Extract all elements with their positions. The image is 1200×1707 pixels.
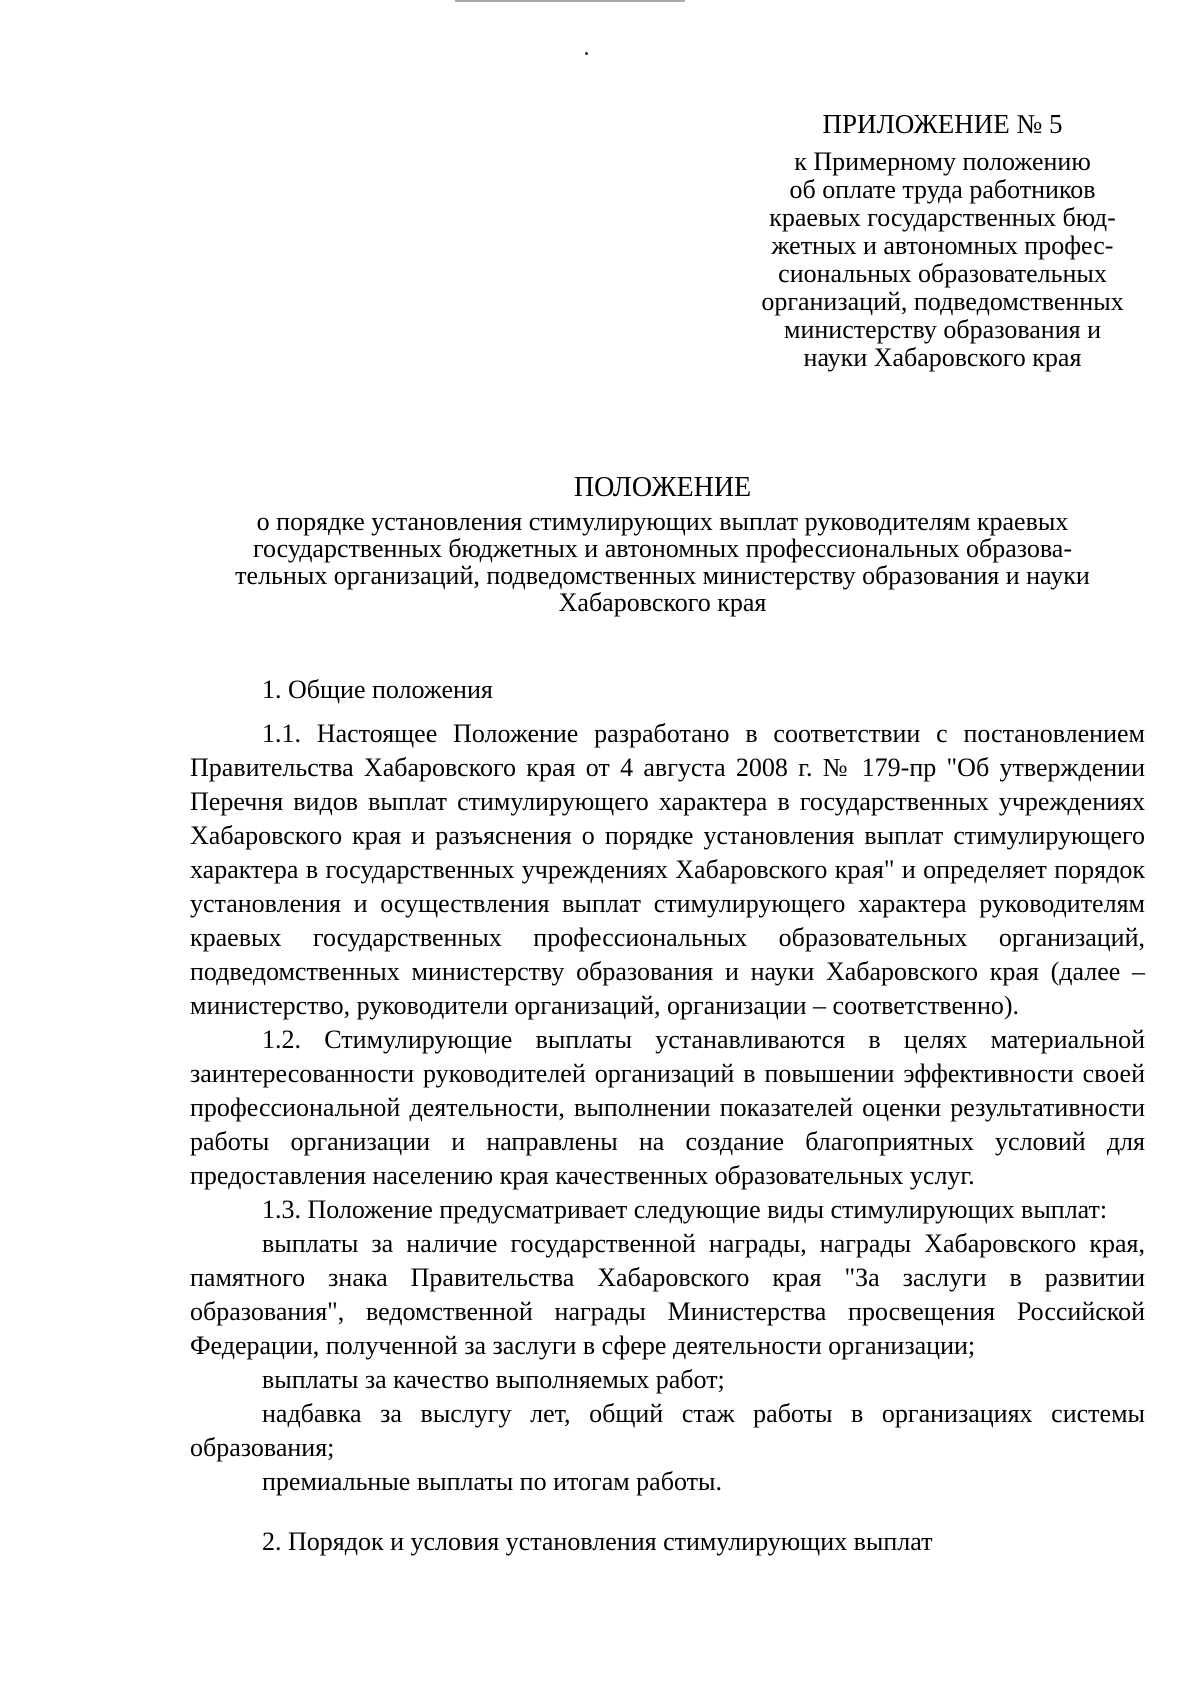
section-heading-2: 2. Порядок и условия установления стимулирующих выплат: [262, 1527, 933, 1556]
annex-title: ПРИЛОЖЕНИЕ № 5: [822, 109, 1063, 139]
scan-artifact-dot: [585, 52, 588, 55]
list-item-seniority-bonus: надбавка за выслугу лет, общий стаж работы в организациях системы образования;: [190, 1399, 1145, 1462]
list-item-quality-payments: выплаты за качество выполняемых работ;: [262, 1365, 725, 1394]
document-body: [190, 673, 1145, 1569]
list-item-bonus-payments: премиальные выплаты по итогам работы.: [262, 1467, 722, 1496]
list-item-award-payments: выплаты за наличие государственной награды, награды Хабаровского края, памятного знака Правительства Хабаровского края "За заслуги в развитии образования", ведомственной награды Министерства просвещения Российской Федерации, полученной за заслуги в сфере деятельности организации;: [190, 1229, 1145, 1360]
paragraph-1-1: 1.1. Настоящее Положение разработано в соответствии с постановлением Правительства Хабаровского края от 4 августа 2008 г. № 179-пр "Об утверждении Перечня видов выплат стимулирующего характера в государственных учреждениях Хабаровского края и разъяснения о порядке установления выплат стимулирующего характера в государственных учреждениях Хабаровского края" и определяет порядок установления и осуществления выплат стимулирующего характера руководителям краевых государственных профессиональных образовательных организаций, подведомственных министерству образования и науки Хабаровского края (далее – министерство, руководители организаций, организации – соответственно).: [190, 719, 1145, 1020]
annex-block: [740, 110, 1145, 372]
paragraph-1-3: 1.3. Положение предусматривает следующие виды стимулирующих выплат:: [262, 1195, 1108, 1224]
document-heading: [175, 472, 1150, 616]
annex-reference: к Примерному положению об оплате труда работников краевых государственных бюд- жетных и автономных профес- сиональных образовательных организаций, подведомственных министерству образования и науки Хабаровского края: [761, 147, 1124, 372]
scan-artifact-top: [455, 0, 685, 5]
document-subtitle: о порядке установления стимулирующих выплат руководителям краевых государственных бюджетных и автономных профессиональных образова- тельных организаций, подведомственных министерству образования и науки Хабаровского края: [235, 507, 1090, 617]
section-heading-1: 1. Общие положения: [262, 675, 493, 704]
document-title: ПОЛОЖЕНИЕ: [573, 472, 752, 503]
paragraph-1-2: 1.2. Стимулирующие выплаты устанавливаются в целях материальной заинтересованности руководителей организаций в повышении эффективности своей профессиональной деятельности, выполнении показателей оценки результативности работы организации и направлены на создание благоприятных условий для предоставления населению края качественных образовательных услуг.: [190, 1025, 1145, 1190]
